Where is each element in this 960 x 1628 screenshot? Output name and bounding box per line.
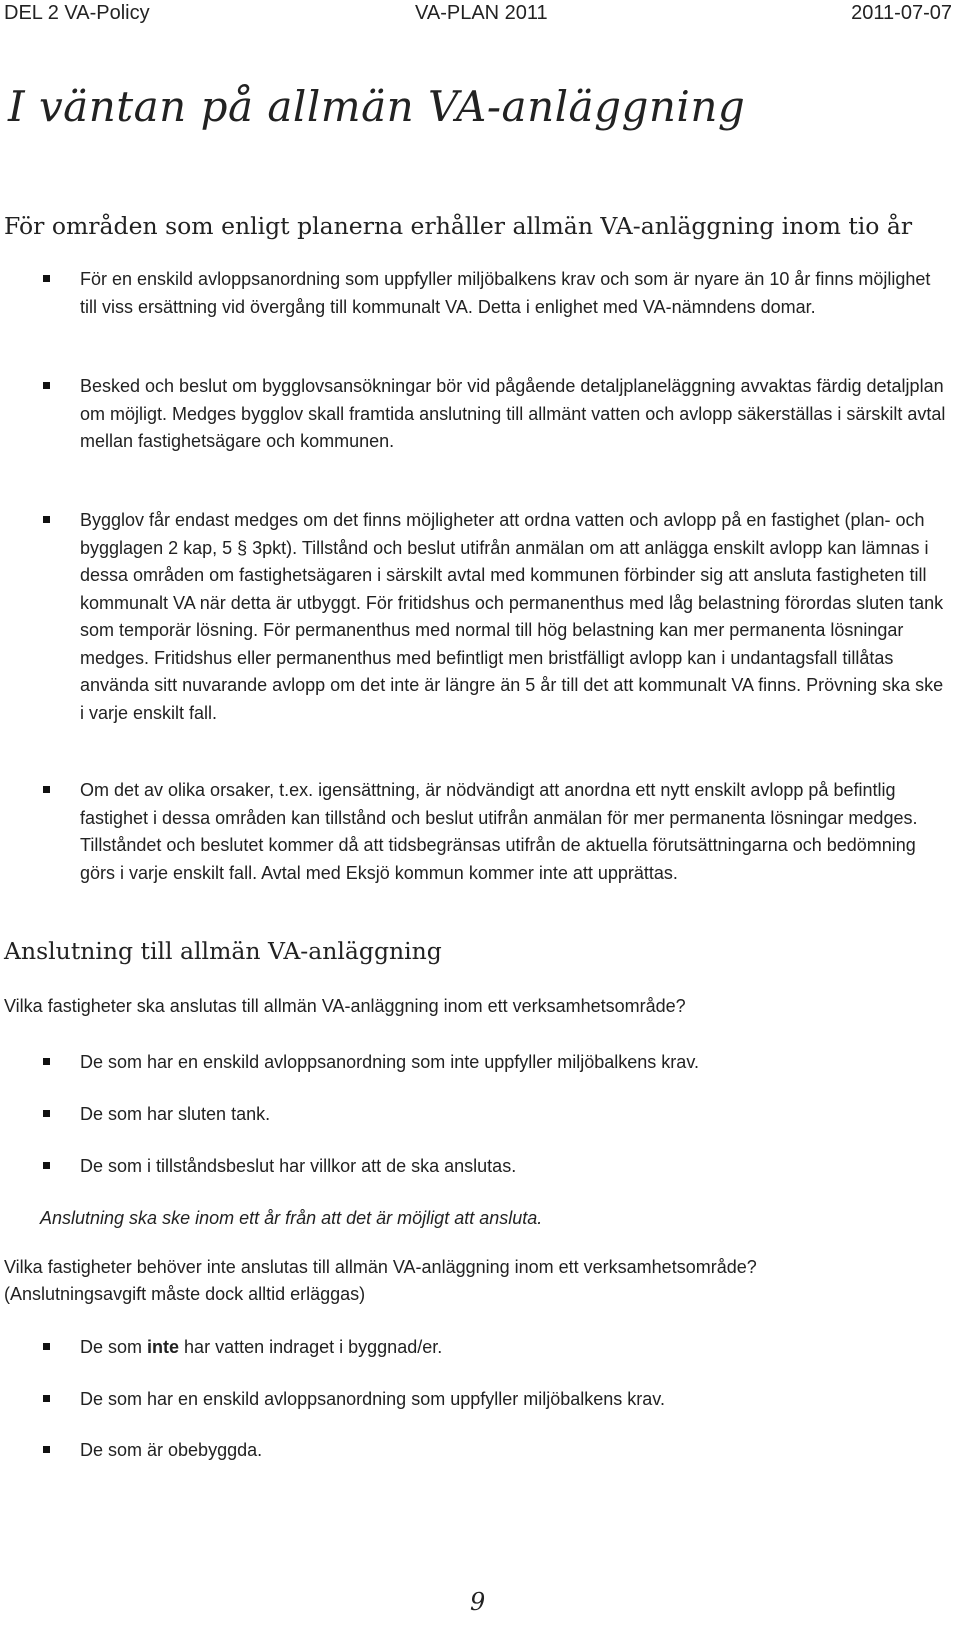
list-item xyxy=(80,1049,950,1077)
header-right: 2011-07-07 xyxy=(851,2,952,24)
section2-heading: Anslutning till allmän VA-anläggning xyxy=(4,937,442,965)
list-item-text-suffix: har vatten indraget i byggnad/er. xyxy=(179,1337,443,1357)
page-title: I väntan på allmän VA-anläggning xyxy=(8,82,746,131)
list-item-text: De som i tillståndsbeslut har villkor att de ska anslutas. xyxy=(80,1156,517,1176)
list-item-text: Besked och beslut om bygglovsansökningar bör vid pågående detaljplaneläggning avvaktas färdig detaljplan om möjligt. Medges bygglov skall framtida anslutning till allmänt vatten och avlopp säkerställas i särskilt avtal mellan fastighetsägare och kommunen. xyxy=(80,376,946,451)
bullet-square-icon xyxy=(43,1446,50,1453)
section1-heading: För områden som enligt planerna erhåller allmän VA-anläggning inom tio år xyxy=(4,212,913,240)
list-item-text: Bygglov får endast medges om det finns möjligheter att ordna vatten och avlopp på en fastighet (plan- och bygglagen 2 kap, 5 § 3pkt). Tillstånd och beslut utifrån anmälan om att anlägga enskilt avlopp kan lämnas i dessa områden om fastighetsägaren i särskilt avtal med kommunen förbinder sig att ansluta fastigheten till kommunalt VA när detta är utbyggt. För fritidshus och permanenthus med låg belastning förordas sluten tank som temporär lösning. För permanenthus med normal till hög belastning kan mer permanenta lösningar medges. Fritidshus eller permanenthus med befintligt men bristfälligt avlopp kan i undantagsfall tillåtas använda sitt nuvarande avlopp om det inte är längre än 5 år till det att kommunalt VA finns. Prövning ska ske i varje enskilt fall. xyxy=(80,510,944,723)
bullet-square-icon xyxy=(43,516,50,523)
bullet-square-icon xyxy=(43,275,50,282)
question-note-line: (Anslutningsavgift måste dock alltid erläggas) xyxy=(4,1284,366,1304)
list-item xyxy=(80,1153,950,1181)
page-number: 9 xyxy=(470,1588,486,1616)
bullet-square-icon xyxy=(43,1110,50,1117)
page-header xyxy=(0,2,960,30)
note-paragraph: Anslutning ska ske inom ett år från att det är möjligt att ansluta. xyxy=(40,1208,543,1228)
list-item-text: De som har sluten tank. xyxy=(80,1104,271,1124)
list-item xyxy=(80,1386,950,1414)
bullet-square-icon xyxy=(43,1395,50,1402)
bullet-square-icon xyxy=(43,786,50,793)
bullet-square-icon xyxy=(43,1343,50,1350)
list-item-text-prefix: De som xyxy=(80,1337,148,1357)
list-item-text: De som har en enskild avloppsanordning som inte uppfyller miljöbalkens krav. xyxy=(80,1052,699,1072)
bullet-square-icon xyxy=(43,1162,50,1169)
list-item xyxy=(80,507,950,727)
list-item xyxy=(80,1437,950,1465)
emphasis-text: inte xyxy=(147,1337,180,1357)
question-paragraph xyxy=(4,1254,944,1308)
bullet-square-icon xyxy=(43,1058,50,1065)
question-paragraph: Vilka fastigheter ska anslutas till allmän VA-anläggning inom ett verksamhetsområde? xyxy=(4,996,686,1016)
question-line: Vilka fastigheter behöver inte anslutas till allmän VA-anläggning inom ett verksamhetsområde? xyxy=(4,1257,757,1277)
list-item xyxy=(80,373,950,456)
list-item xyxy=(80,777,950,887)
list-item xyxy=(80,1334,950,1362)
list-item xyxy=(80,1101,950,1129)
bullet-square-icon xyxy=(43,382,50,389)
header-center: VA-PLAN 2011 xyxy=(415,2,548,24)
list-item-text: De som är obebyggda. xyxy=(80,1440,263,1460)
list-item xyxy=(80,266,950,321)
list-item-text: Om det av olika orsaker, t.ex. igensättning, är nödvändigt att anordna ett nytt enskilt avlopp på befintlig fastighet i dessa områden kan tillstånd och beslut utifrån anmälan för mer permanenta lösningar medges. Tillståndet och beslutet kommer då att tidsbegränsas utifrån de aktuella förutsättningarna och bedömning görs i varje enskilt fall. Avtal med Eksjö kommun kommer inte att upprättas. xyxy=(80,780,918,883)
list-item-text: De som har en enskild avloppsanordning som uppfyller miljöbalkens krav. xyxy=(80,1389,665,1409)
header-left: DEL 2 VA-Policy xyxy=(4,2,150,24)
list-item-text: För en enskild avloppsanordning som uppfyller miljöbalkens krav och som är nyare än 10 år finns möjlighet till viss ersättning vid övergång till kommunalt VA. Detta i enlighet med VA-nämndens domar. xyxy=(80,269,931,317)
